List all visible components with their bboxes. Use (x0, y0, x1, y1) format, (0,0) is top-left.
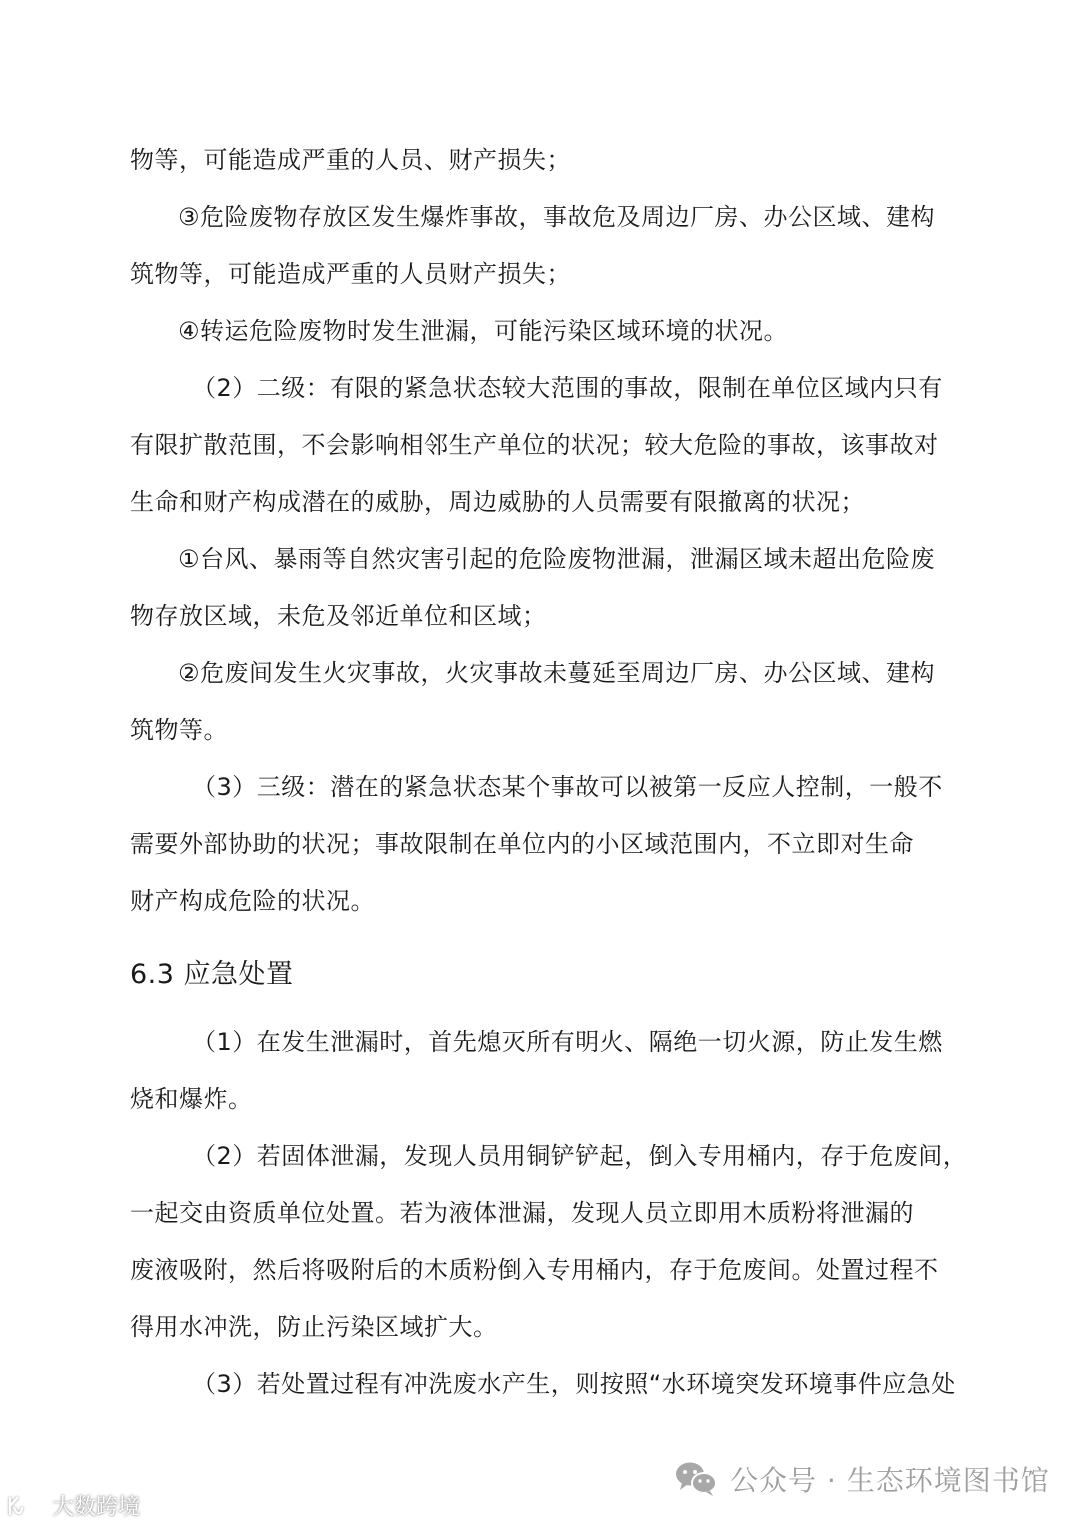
text-line: 财产构成危险的状况。 (130, 887, 375, 915)
text-line: 得用水冲洗，防止污染区域扩大。 (130, 1313, 498, 1341)
text-line: （2）若固体泄漏，发现人员用铜铲铲起，倒入专用桶内，存于危废间， (192, 1142, 968, 1170)
document-body (130, 132, 968, 1413)
text-line: 有限扩散范围，不会影响相邻生产单位的状况；较大危险的事故，该事故对 (130, 431, 939, 459)
corner-watermark (6, 1490, 140, 1521)
text-line: 物等，可能造成严重的人员、财产损失； (130, 146, 571, 174)
text-line: （3）三级：潜在的紧急状态某个事故可以被第一反应人控制，一般不 (192, 773, 943, 801)
text-line: ③危险废物存放区发生爆炸事故，事故危及周边厂房、办公区域、建构 (178, 203, 936, 231)
text-line: 一起交由资质单位处置。若为液体泄漏，发现人员立即用木质粉将泄漏的 (130, 1199, 914, 1227)
logo-icon (6, 1493, 46, 1519)
text-line: （3）若处置过程有冲洗废水产生，则按照“水环境突发环境事件应急处 (192, 1370, 956, 1398)
text-line: （2）二级：有限的紧急状态较大范围的事故，限制在单位区域内只有 (192, 374, 943, 402)
text-line: （1）在发生泄漏时，首先熄灭所有明火、隔绝一切火源，防止发生燃 (192, 1028, 943, 1056)
text-line: ④转运危险废物时发生泄漏，可能污染区域环境的状况。 (178, 317, 789, 345)
text-line: 生命和财产构成潜在的威胁，周边威胁的人员需要有限撤离的状况； (130, 488, 865, 516)
text-line: 物存放区域，未危及邻近单位和区域； (130, 602, 547, 630)
text-line: ②危废间发生火灾事故，火灾事故未蔓延至周边厂房、办公区域、建构 (178, 659, 936, 687)
text-line: 筑物等，可能造成严重的人员财产损失； (130, 260, 571, 288)
corner-watermark-text: 大数跨境 (52, 1495, 141, 1520)
wechat-icon (674, 1461, 718, 1497)
text-line: 需要外部协助的状况；事故限制在单位内的小区域范围内，不立即对生命 (130, 830, 914, 858)
text-line: 废液吸附，然后将吸附后的木质粉倒入专用桶内，存于危废间。处置过程不 (130, 1256, 939, 1284)
text-line: 烧和爆炸。 (130, 1085, 253, 1113)
section-heading: 6.3 应急处置 (130, 959, 294, 990)
text-line: 筑物等。 (130, 716, 228, 744)
wechat-watermark (674, 1454, 1050, 1504)
text-line: ①台风、暴雨等自然灾害引起的危险废物泄漏，泄漏区域未超出危险废 (178, 545, 936, 573)
watermark-text: 公众号 · 生态环境图书馆 (730, 1464, 1050, 1497)
